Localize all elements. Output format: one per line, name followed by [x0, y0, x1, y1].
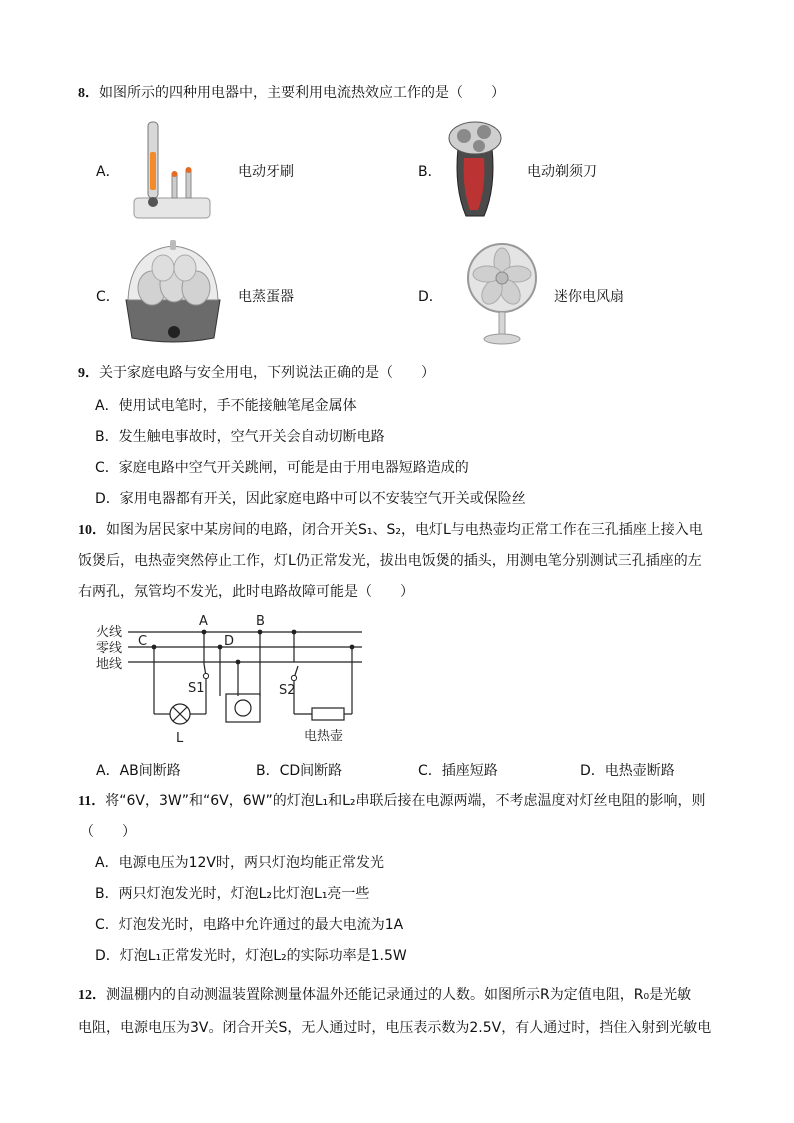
q11-number: 11． [78, 794, 106, 809]
q8-option-b-label: 电动剃须刀 [527, 164, 597, 180]
q8-option-c-letter: C． [96, 289, 120, 305]
q11-paren: （ ） [80, 824, 136, 840]
q9-option-c: C．家庭电路中空气开关跳闸，可能是由于用电器短路造成的 [95, 460, 469, 476]
q12-text-1: 测温棚内的自动测温装置除测量体温外还能记录通过的人数。如图所示R为定值电阻，R₀是光敏 [106, 987, 692, 1003]
egg-cooker-image [118, 238, 228, 346]
point-a-label: A [199, 614, 208, 629]
toothbrush-image [128, 118, 214, 224]
q9-option-d: D．家用电器都有开关，因此家庭电路中可以不安装空气开关或保险丝 [95, 491, 526, 507]
q12-line-1 [78, 984, 691, 1004]
q8-option-c-label: 电蒸蛋器 [238, 289, 294, 305]
switch-s1-label: S1 [188, 681, 205, 696]
q11-option-c: C．灯泡发光时，电路中允许通过的最大电流为1A [95, 917, 404, 933]
q8-option-d-letter: D． [418, 289, 443, 305]
q10-option-a: A．AB间断路 [96, 763, 181, 779]
household-circuit-diagram [90, 610, 380, 750]
kettle-label: 电热壶 [304, 729, 344, 744]
q8-number: 8． [78, 86, 99, 101]
q11-option-d: D．灯泡L₁正常发光时，灯泡L₂的实际功率是1.5W [95, 948, 407, 964]
q8-option-d-label: 迷你电风扇 [554, 289, 624, 305]
q12-line-2: 电阻，电源电压为3V。闭合开关S，无人通过时，电压表示数为2.5V，有人通过时，挡住入射到光敏电 [78, 1020, 712, 1036]
point-d-label: D [224, 634, 235, 649]
q11-text: 将“6V，3W”和“6V，6W”的灯泡L₁和L₂串联后接在电源两端，不考虑温度对灯丝电阻的影响，则 [105, 793, 706, 809]
point-c-label: C [138, 634, 148, 649]
ground-wire-label: 地线 [96, 657, 123, 672]
q9-option-b: B．发生触电事故时，空气开关会自动切断电路 [95, 429, 385, 445]
q10-line-3: 右两孔，氖管均不发光，此时电路故障可能是（ ） [78, 584, 414, 600]
q10-line-2: 饭煲后，电热壶突然停止工作，灯L仍正常发光，拔出电饭煲的插头，用测电笔分别测试三孔插座的左 [78, 553, 702, 569]
live-wire-label: 火线 [96, 625, 123, 640]
q11-stem [78, 790, 706, 810]
q8-option-b-letter: B． [418, 164, 442, 180]
q10-option-c: C．插座短路 [418, 763, 498, 779]
q10-option-d: D．电热壶断路 [580, 763, 675, 779]
q10-option-b: B．CD间断路 [256, 763, 343, 779]
q10-line-1 [78, 519, 703, 539]
lamp-l-label: L [176, 731, 184, 746]
q8-option-a-letter: A． [96, 164, 120, 180]
point-b-label: B [256, 614, 265, 629]
q10-text-1: 如图为居民家中某房间的电路，闭合开关S₁、S₂，电灯L与电热壶均正常工作在三孔插座上接入电 [106, 522, 703, 538]
q9-option-a: A．使用试电笔时，手不能接触笔尾金属体 [95, 398, 357, 414]
q9-number: 9． [78, 366, 99, 381]
switch-s2-label: S2 [279, 683, 296, 698]
q11-option-a: A．电源电压为12V时，两只灯泡均能正常发光 [95, 855, 384, 871]
q8-text: 如图所示的四种用电器中，主要利用电流热效应工作的是（ ） [99, 85, 505, 101]
q8-option-a-label: 电动牙刷 [238, 164, 294, 180]
q8-stem [78, 82, 505, 102]
shaver-image [444, 118, 506, 222]
q9-stem [78, 362, 435, 382]
q11-option-b: B．两只灯泡发光时，灯泡L₂比灯泡L₁亮一些 [95, 886, 370, 902]
q9-text: 关于家庭电路与安全用电，下列说法正确的是（ ） [99, 365, 435, 381]
neutral-wire-label: 零线 [96, 641, 123, 656]
q10-number: 10． [78, 523, 106, 538]
q12-number: 12． [78, 988, 106, 1003]
mini-fan-image [462, 240, 542, 346]
